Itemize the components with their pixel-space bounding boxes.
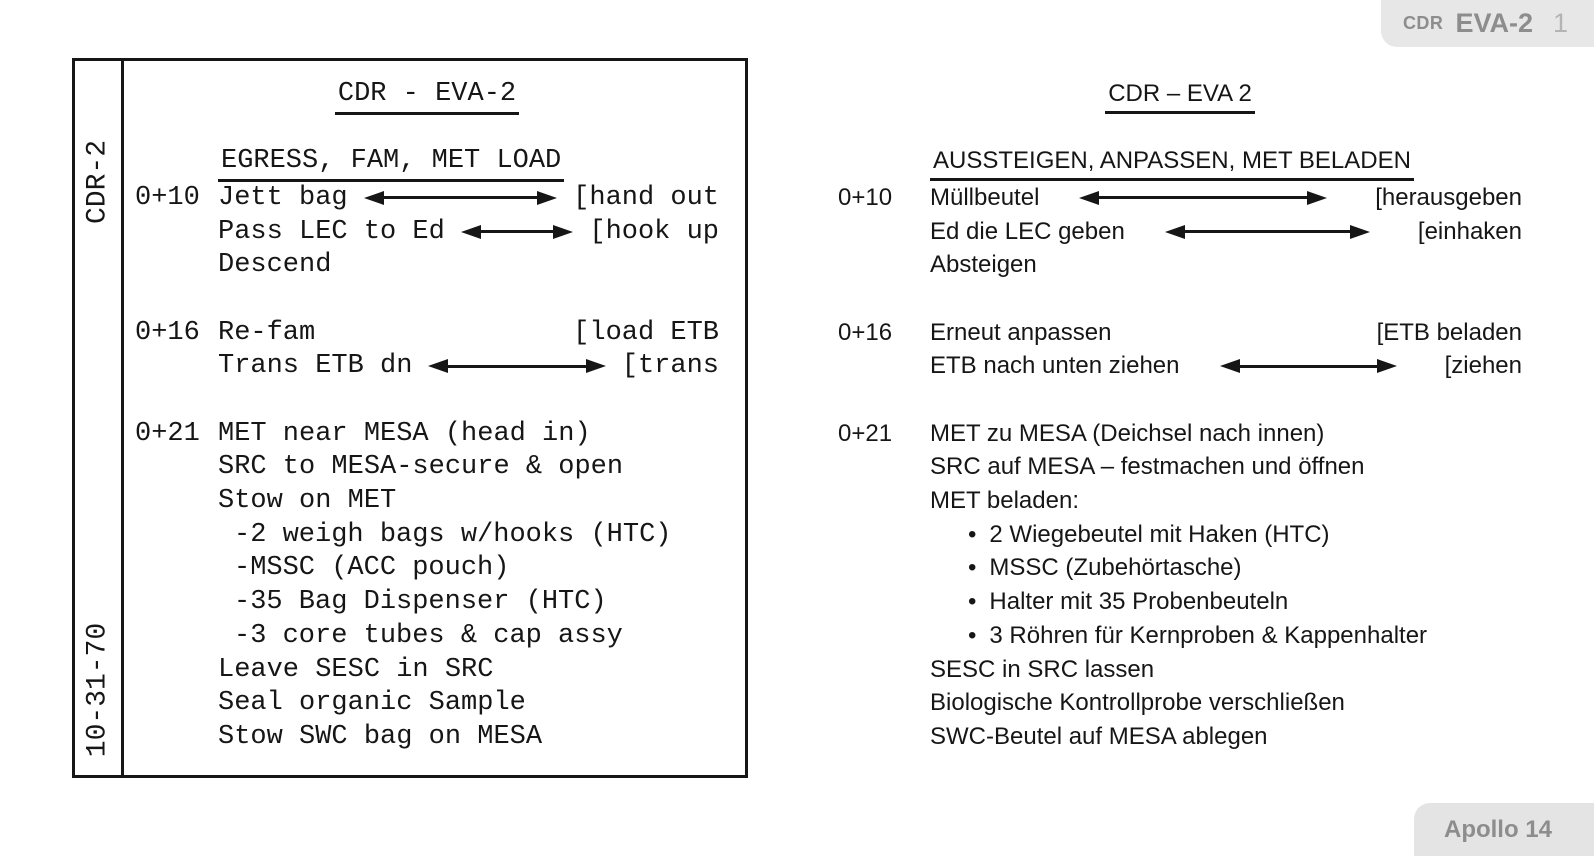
spacer-row xyxy=(135,114,719,148)
bullet-icon: • xyxy=(968,520,977,548)
double-arrow-icon xyxy=(1165,225,1370,239)
step-text: SESC in SRC lassen xyxy=(930,655,1155,683)
checklist-row xyxy=(838,653,1522,687)
step-text: -35 Bag Dispenser (HTC) xyxy=(234,587,607,618)
german-title-row xyxy=(838,80,1522,114)
time-label: 0+10 xyxy=(135,182,200,213)
double-arrow-icon xyxy=(1079,191,1327,205)
crew-role-label: CDR xyxy=(1402,13,1444,33)
double-arrow-icon xyxy=(1220,359,1397,373)
panel-title: CDR – EVA 2 xyxy=(1105,80,1255,114)
checklist-row xyxy=(135,248,719,282)
english-checklist-content xyxy=(124,61,745,775)
checklist-row xyxy=(838,552,1522,586)
checklist-row xyxy=(838,417,1522,451)
step-text: Trans ETB dn xyxy=(218,351,413,382)
step-text: SWC-Beutel auf MESA ablegen xyxy=(930,722,1268,750)
cue-text: [ETB beladen xyxy=(1376,318,1522,346)
checklist-row xyxy=(838,181,1522,215)
step-text: MET zu MESA (Deichsel nach innen) xyxy=(930,419,1325,447)
step-text: Stow SWC bag on MESA xyxy=(218,721,543,752)
checklist-row xyxy=(838,720,1522,754)
cue-text: [ziehen xyxy=(1444,352,1522,380)
step-text: MET near MESA (head in) xyxy=(218,418,591,449)
time-label: 0+21 xyxy=(135,418,200,449)
step-text: ETB nach unten ziehen xyxy=(930,352,1180,380)
step-text: Biologische Kontrollprobe verschließen xyxy=(930,689,1345,717)
step-text: Leave SESC in SRC xyxy=(218,654,494,685)
checklist-row xyxy=(135,653,719,687)
checklist-row xyxy=(135,316,719,350)
step-text: Ed die LEC geben xyxy=(930,217,1125,245)
checklist-row xyxy=(135,585,719,619)
section-heading: AUSSTEIGEN, ANPASSEN, MET BELADEN xyxy=(930,147,1414,181)
time-label: 0+10 xyxy=(838,183,893,211)
mission-footer-badge xyxy=(1414,803,1594,856)
step-text: SRC auf MESA – festmachen und öffnen xyxy=(930,453,1365,481)
checklist-row xyxy=(838,248,1522,282)
cue-text: [trans xyxy=(621,351,719,382)
step-text: Jett bag xyxy=(218,182,348,213)
double-arrow-icon xyxy=(428,359,605,373)
double-arrow-icon xyxy=(364,191,558,205)
step-text: Halter mit 35 Probenbeuteln xyxy=(989,588,1289,616)
checklist-row xyxy=(838,215,1522,249)
checklist-row xyxy=(838,518,1522,552)
eva-label: EVA-2 xyxy=(1455,8,1533,38)
time-label: 0+21 xyxy=(838,419,893,447)
spacer-row xyxy=(838,282,1522,316)
step-text: Erneut anpassen xyxy=(930,318,1112,346)
page-header-badge xyxy=(1381,0,1594,47)
step-text: Re-fam xyxy=(218,317,316,348)
step-text: MET beladen: xyxy=(930,487,1079,515)
checklist-row xyxy=(838,350,1522,384)
checklist-row xyxy=(135,350,719,384)
checklist-row xyxy=(135,552,719,586)
step-text: Müllbeutel xyxy=(930,183,1040,211)
step-text: -2 weigh bags w/hooks (HTC) xyxy=(234,519,672,550)
cue-text: [einhaken xyxy=(1417,217,1522,245)
step-text: Absteigen xyxy=(930,251,1037,279)
card-margin-column xyxy=(75,61,124,775)
page-number: 1 xyxy=(1552,8,1568,38)
step-text: SRC to MESA-secure & open xyxy=(218,452,624,483)
section-heading-row xyxy=(838,147,1522,181)
section-heading: EGRESS, FAM, MET LOAD xyxy=(218,146,564,182)
bullet-icon: • xyxy=(968,588,977,616)
step-text: Seal organic Sample xyxy=(218,688,526,719)
checklist-row xyxy=(135,181,719,215)
step-text: 2 Wiegebeutel mit Haken (HTC) xyxy=(989,520,1330,548)
spacer-row xyxy=(135,282,719,316)
cue-text: [load ETB xyxy=(573,317,719,348)
checklist-row xyxy=(838,686,1522,720)
cue-text: [herausgeben xyxy=(1375,183,1522,211)
checklist-row xyxy=(135,451,719,485)
checklist-row xyxy=(135,215,719,249)
spacer-row xyxy=(838,383,1522,417)
bullet-icon: • xyxy=(968,554,977,582)
time-label: 0+16 xyxy=(135,317,200,348)
cue-text: [hook up xyxy=(589,216,719,247)
step-text: -3 core tubes & cap assy xyxy=(234,620,623,651)
mission-label: Apollo 14 xyxy=(1443,815,1552,843)
cue-text: [hand out xyxy=(573,182,719,213)
margin-label-cuff-page: CDR-2 xyxy=(82,139,114,225)
step-text: MSSC (Zubehörtasche) xyxy=(989,554,1242,582)
bullet-icon: • xyxy=(968,621,977,649)
checklist-row xyxy=(135,619,719,653)
step-text: 3 Röhren für Kernproben & Kappenhalter xyxy=(989,621,1428,649)
checklist-row xyxy=(838,316,1522,350)
double-arrow-icon xyxy=(461,225,574,239)
section-heading-row xyxy=(135,147,719,181)
step-text: Pass LEC to Ed xyxy=(218,216,445,247)
checklist-row xyxy=(838,451,1522,485)
spacer-row xyxy=(135,383,719,417)
spacer-row xyxy=(838,114,1522,148)
margin-label-date: 10-31-70 xyxy=(82,622,114,758)
german-translation-panel xyxy=(838,61,1522,754)
checklist-row xyxy=(838,585,1522,619)
checklist-row xyxy=(135,720,719,754)
time-label: 0+16 xyxy=(838,318,893,346)
checklist-row xyxy=(838,484,1522,518)
step-text: Descend xyxy=(218,250,332,281)
checklist-row xyxy=(135,518,719,552)
checklist-row xyxy=(135,417,719,451)
english-title-row xyxy=(135,80,719,114)
english-checklist-card xyxy=(72,58,748,778)
checklist-row xyxy=(135,686,719,720)
checklist-row xyxy=(838,619,1522,653)
step-text: Stow on MET xyxy=(218,486,397,517)
checklist-row xyxy=(135,484,719,518)
step-text: -MSSC (ACC pouch) xyxy=(234,553,510,584)
panel-title: CDR - EVA-2 xyxy=(335,79,519,115)
